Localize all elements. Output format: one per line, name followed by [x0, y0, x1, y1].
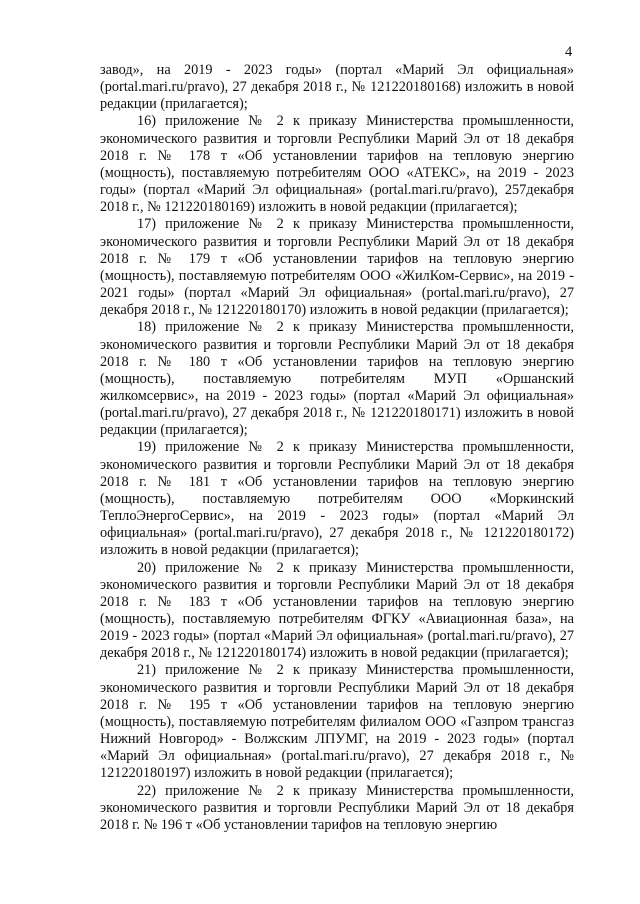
page-number: 4 — [565, 44, 573, 60]
list-item-22: 22) приложение № 2 к приказу Министерства промышленности, экономического развития и торговли Республики Марий Эл от 18 декабря 2018 г. № 196 т «Об установлении тарифов на тепловую энергию — [100, 782, 574, 833]
list-item-19: 19) приложение № 2 к приказу Министерства промышленности, экономического развития и торговли Республики Марий Эл от 18 декабря 2018 г. № 181 т «Об установлении тарифов на тепловую энергию (мощность), поставляемую потребителям ООО «Моркинский ТеплоЭнергоСервис», на 2019 - 2023 годы» (портал «Марий Эл официальная» (portal.mari.ru/pravo), 27 декабря 2018 г., № 121220180172) изложить в новой редакции (прилагается); — [100, 439, 574, 559]
list-item-20: 20) приложение № 2 к приказу Министерства промышленности, экономического развития и торговли Республики Марий Эл от 18 декабря 2018 г. № 183 т «Об установлении тарифов на тепловую энергию (мощность), поставляемую потребителям ФГКУ «Авиационная база», на 2019 - 2023 годы» (портал «Марий Эл официальная» (portal.mari.ru/pravo), 27 декабря 2018 г., № 121220180174) изложить в новой редакции (прилагается); — [100, 559, 574, 662]
paragraph-continuation: завод», на 2019 - 2023 годы» (портал «Марий Эл официальная» (portal.mari.ru/pravo), 27 декабря 2018 г., № 121220180168) изложить в новой редакции (прилагается); — [100, 62, 574, 113]
list-item-17: 17) приложение № 2 к приказу Министерства промышленности, экономического развития и торговли Республики Марий Эл от 18 декабря 2018 г. № 179 т «Об установлении тарифов на тепловую энергию (мощность), поставляемую потребителям ООО «ЖилКом-Сервис», на 2019 - 2021 годы» (портал «Марий Эл официальная» (portal.mari.ru/pravo), 27 декабря 2018 г., № 121220180170) изложить в новой редакции (прилагается); — [100, 216, 574, 319]
list-item-18: 18) приложение № 2 к приказу Министерства промышленности, экономического развития и торговли Республики Марий Эл от 18 декабря 2018 г. № 180 т «Об установлении тарифов на тепловую энергию (мощность), поставляемую потребителям МУП «Оршанский жилкомсервис», на 2019 - 2023 годы» (портал «Марий Эл официальная» (portal.mari.ru/pravo), 27 декабря 2018 г., № 121220180171) изложить в новой редакции (прилагается); — [100, 319, 574, 439]
document-body — [100, 62, 574, 834]
list-item-16: 16) приложение № 2 к приказу Министерства промышленности, экономического развития и торговли Республики Марий Эл от 18 декабря 2018 г. № 178 т «Об установлении тарифов на тепловую энергию (мощность), поставляемую потребителям ООО «АТЕКС», на 2019 - 2023 годы» (портал «Марий Эл официальная» (portal.mari.ru/pravo), 257декабря 2018 г., № 121220180169) изложить в новой редакции (прилагается); — [100, 113, 574, 216]
list-item-21: 21) приложение № 2 к приказу Министерства промышленности, экономического развития и торговли Республики Марий Эл от 18 декабря 2018 г. № 195 т «Об установлении тарифов на тепловую энергию (мощность), поставляемую потребителям филиалом ООО «Газпром трансгаз Нижний Новгород» - Волжским ЛПУМГ, на 2019 - 2023 годы» (портал «Марий Эл официальная» (portal.mari.ru/pravo), 27 декабря 2018 г., № 121220180197) изложить в новой редакции (прилагается); — [100, 662, 574, 782]
